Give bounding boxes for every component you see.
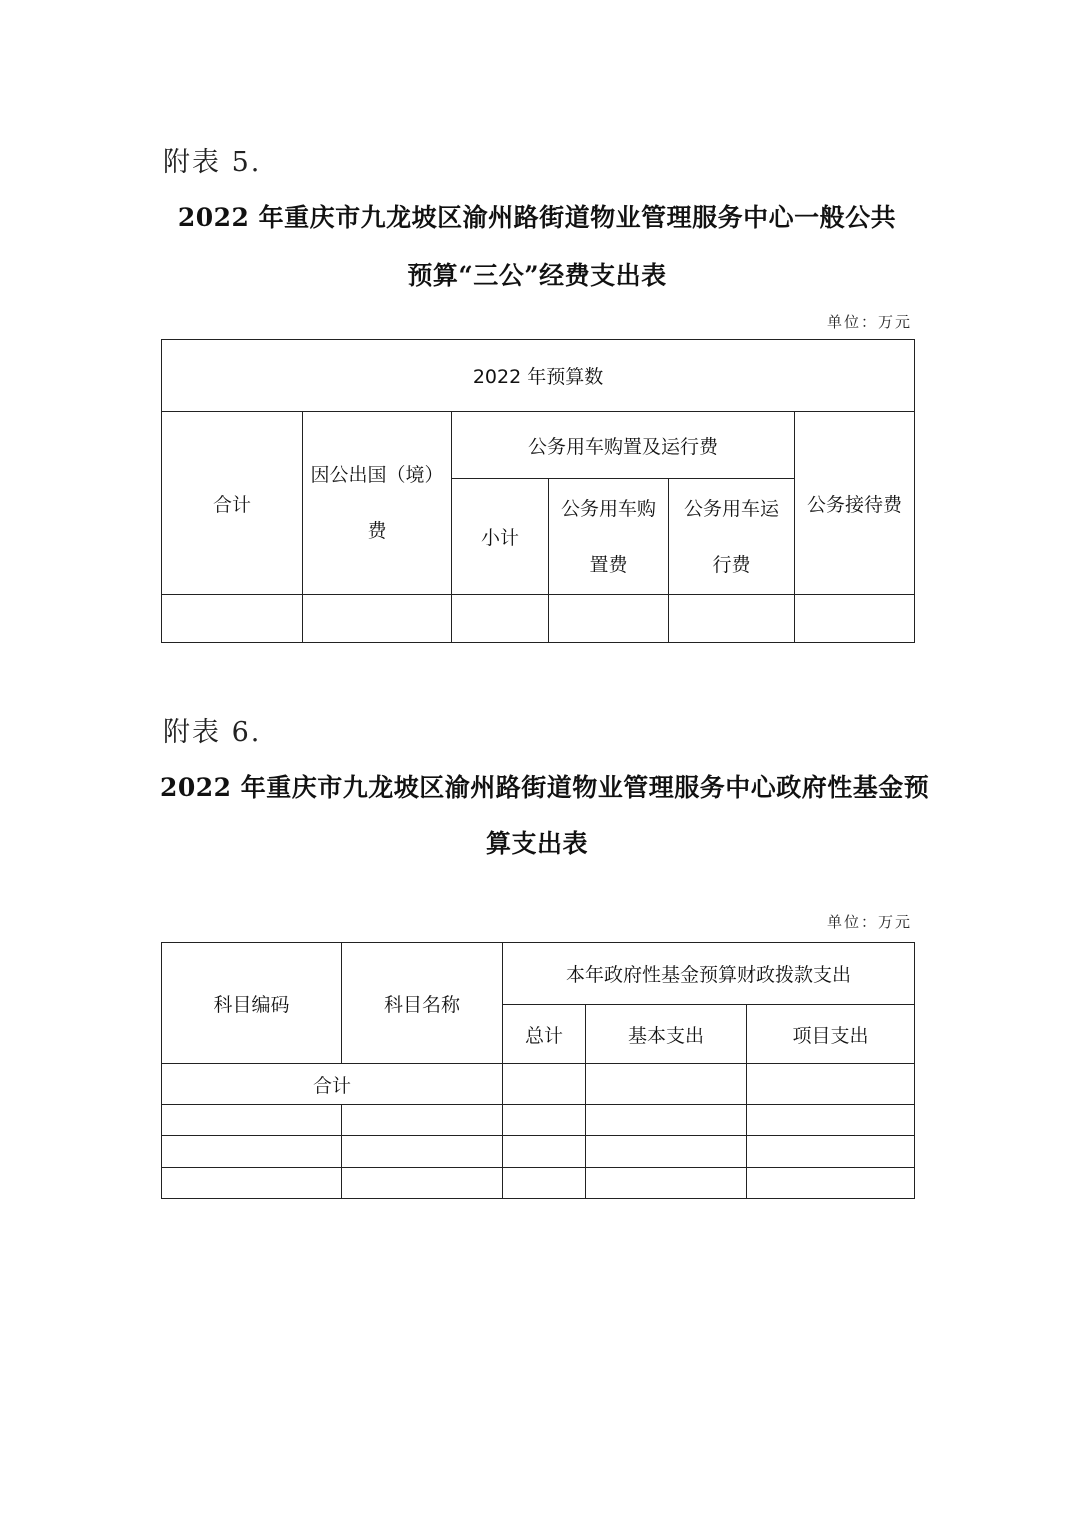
- table-cell: [162, 595, 303, 643]
- table-cell: [795, 595, 915, 643]
- budget-year-header: 2022 年预算数: [162, 340, 915, 412]
- table-cell: [586, 1168, 747, 1199]
- subtotal-header: 小计: [452, 479, 549, 595]
- table-cell: [162, 1168, 342, 1199]
- table-cell: [503, 1168, 586, 1199]
- vehicle-operation-header-line1: 公务用车运: [683, 497, 779, 520]
- three-public-expense-table: [161, 339, 915, 643]
- table-cell: [342, 1168, 503, 1199]
- table-cell: [342, 1105, 503, 1136]
- table6-label: 附表 6.: [163, 717, 262, 748]
- project-expense-header: 项目支出: [747, 1005, 915, 1064]
- subject-code-header: 科目编码: [162, 943, 342, 1064]
- table-cell: [162, 1105, 342, 1136]
- overseas-travel-header-line2: 费: [367, 520, 387, 542]
- table-cell: [342, 1136, 503, 1168]
- total-header: 合计: [162, 412, 303, 595]
- table5-unit: 单位：万元: [826, 313, 912, 331]
- overseas-travel-header-line1: 因公出国（境）: [310, 464, 444, 486]
- vehicle-operation-header: [669, 479, 795, 595]
- table-cell: [586, 1064, 747, 1105]
- table5-title-line2: 预算“三公”经费支出表: [407, 261, 667, 290]
- table-cell: [452, 595, 549, 643]
- table-cell: [549, 595, 669, 643]
- government-fund-table: [161, 942, 915, 1199]
- vehicle-purchase-header-line2: 置费: [589, 553, 628, 576]
- vehicle-operation-header-line2: 行费: [712, 553, 751, 576]
- basic-expense-header: 基本支出: [586, 1005, 747, 1064]
- table-cell: [747, 1168, 915, 1199]
- table6-title-line2: 算支出表: [485, 829, 588, 858]
- table-cell: [162, 1136, 342, 1168]
- table6-title-line1: 2022 年重庆市九龙坡区渝州路街道物业管理服务中心政府性基金预: [160, 773, 930, 802]
- vehicle-group-header: 公务用车购置及运行费: [452, 412, 795, 479]
- vehicle-purchase-header: [549, 479, 669, 595]
- table-cell: [503, 1136, 586, 1168]
- vehicle-purchase-header-line1: 公务用车购: [560, 497, 656, 520]
- subject-name-header: 科目名称: [342, 943, 503, 1064]
- table-row: [162, 1168, 915, 1199]
- table-cell: [669, 595, 795, 643]
- table-cell: [503, 1064, 586, 1105]
- grand-total-header: 总计: [503, 1005, 586, 1064]
- table-cell: [303, 595, 452, 643]
- reception-header: 公务接待费: [795, 412, 915, 595]
- fund-expense-group-header: 本年政府性基金预算财政拨款支出: [503, 943, 915, 1005]
- table-cell: [747, 1105, 915, 1136]
- table-cell: [747, 1064, 915, 1105]
- table5-label: 附表 5.: [163, 147, 262, 178]
- table-cell: [586, 1136, 747, 1168]
- table6-unit: 单位：万元: [826, 913, 912, 931]
- table-cell: [747, 1136, 915, 1168]
- total-row-label: 合计: [162, 1064, 503, 1105]
- table-row: [162, 1136, 915, 1168]
- table-row: [162, 595, 915, 643]
- table-cell: [503, 1105, 586, 1136]
- table-cell: [586, 1105, 747, 1136]
- overseas-travel-header: [303, 412, 452, 595]
- total-row: [162, 1064, 915, 1105]
- table-row: [162, 1105, 915, 1136]
- table5-title-line1: 2022 年重庆市九龙坡区渝州路街道物业管理服务中心一般公共: [177, 203, 897, 232]
